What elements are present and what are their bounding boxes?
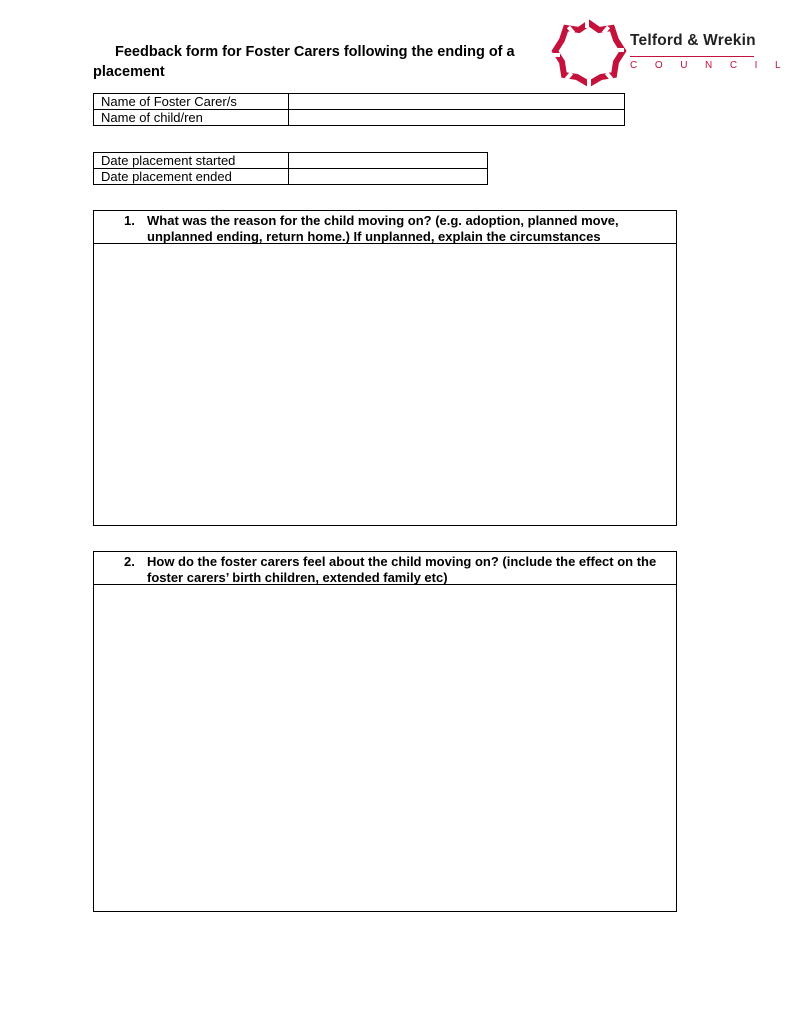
form-title <box>93 42 553 82</box>
question-1-text: What was the reason for the child moving on? (e.g. adoption, planned move, unplanned ending, return home.) If unplanned, explain the circumstances <box>147 213 619 244</box>
child-name-label: Name of child/ren <box>94 110 289 126</box>
table-row <box>94 153 488 169</box>
question-2-header <box>94 552 676 585</box>
date-ended-field[interactable] <box>289 169 488 185</box>
table-row <box>94 94 625 110</box>
council-emblem-icon <box>552 18 626 88</box>
logo-name: Telford & Wrekin <box>630 32 756 49</box>
form-title-line-2: placement <box>93 64 165 80</box>
date-started-label: Date placement started <box>94 153 289 169</box>
question-2-answer-area[interactable] <box>94 585 676 911</box>
question-2-box <box>93 551 677 912</box>
question-2-text: How do the foster carers feel about the child moving on? (include the effect on the foster carers’ birth children, extended family etc) <box>147 554 657 585</box>
foster-carer-name-label: Name of Foster Carer/s <box>94 94 289 110</box>
placement-dates-table <box>93 152 488 185</box>
logo-subtitle: COUNCIL <box>630 60 798 71</box>
carer-details-table <box>93 93 625 126</box>
question-1-number: 1. <box>124 213 135 228</box>
question-1-header <box>94 211 676 244</box>
question-2-number: 2. <box>124 554 135 569</box>
child-name-field[interactable] <box>289 110 625 126</box>
table-row <box>94 110 625 126</box>
question-1-answer-area[interactable] <box>94 244 676 525</box>
date-started-field[interactable] <box>289 153 488 169</box>
date-ended-label: Date placement ended <box>94 169 289 185</box>
question-1-box <box>93 210 677 526</box>
logo-divider <box>630 56 754 57</box>
foster-carer-name-field[interactable] <box>289 94 625 110</box>
table-row <box>94 169 488 185</box>
form-title-line-1: Feedback form for Foster Carers following the ending of a <box>115 44 515 60</box>
telford-wrekin-council-logo <box>552 18 798 88</box>
